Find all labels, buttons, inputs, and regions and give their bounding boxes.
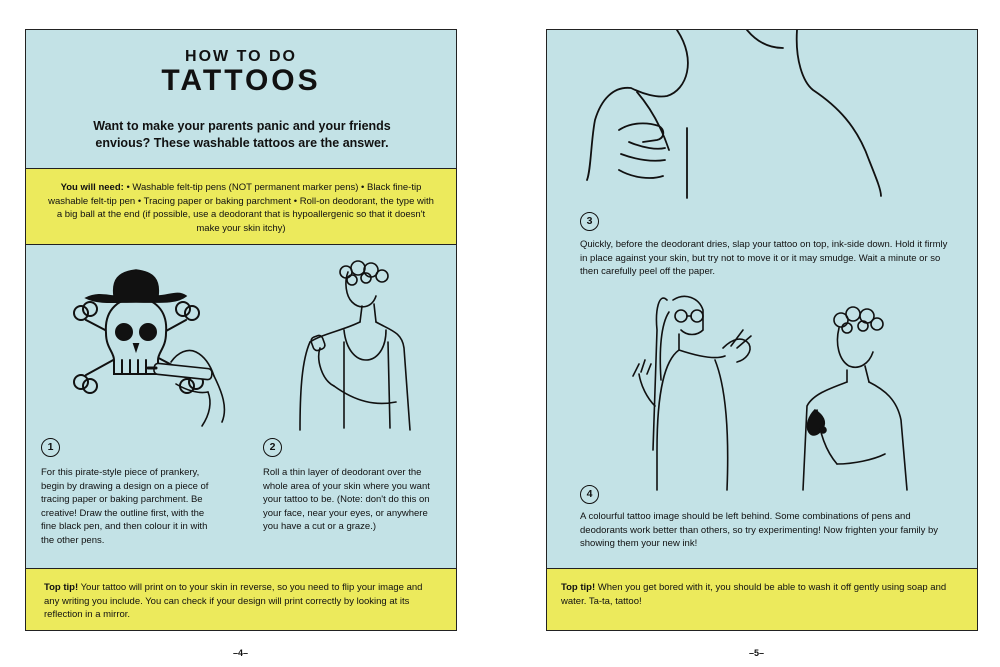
people-reacting-illustration [633,296,907,490]
need-text: • Washable felt-tip pens (NOT permanent marker pens) • Black fine-tip washable felt-tip pen • Tracing paper or baking parchment • Roll-on deodorant, the type with a big ball at the end (if possible, use a deodorant that is hypoallergenic so that it doesn't make your skin itchy) [48,182,434,234]
need-label: You will need: [60,182,124,193]
right-page [546,29,978,631]
step-3-text: Quickly, before the deodorant dries, slap your tattoo on top, ink-side down. Hold it firmly in place against your skin, but try not to move it or it may smudge. Wait a minute or so then carefully peel off the paper. [580,239,948,277]
title-small: HOW TO DO [185,48,297,65]
page-number-left: –4– [233,648,249,658]
intro-text: Want to make your parents panic and your friends envious? These washable tattoos are the answer. [93,119,391,150]
page-title: TATTOOS [161,64,321,97]
top-tip-box [26,568,456,631]
step-4-badge: 4 [580,485,599,504]
top-tip-box-right [547,568,977,631]
top-tip-text: Your tattoo will print on to your skin in reverse, so you need to flip your image and any writing you include. You can check if your design will print correctly by looking at its reflection in a mirror. [44,582,423,620]
top-tip-text-right: When you get bored with it, you should be able to wash it off gently using soap and water. Ta-ta, tattoo! [561,582,947,607]
step-1-text: For this pirate-style piece of prankery, begin by drawing a design on a piece of tracing paper or baking parchment. Be creative! Draw the outline first, with the fine black pen, and then colour it in with the other pens. [41,467,209,546]
step-4-text: A colourful tattoo image should be left behind. Some combinations of pens and deodorants work better than others, so try experimenting! Now frighten your family by showing them your new ink! [580,511,939,549]
skull-crossbones-illustration [74,298,203,393]
step-1-badge: 1 [41,438,60,457]
person-applying-deodorant-illustration [300,261,410,430]
shoulder-closeup-illustration [587,30,881,198]
step-2-badge: 2 [263,438,282,457]
page-number-right: –5– [749,648,765,658]
pirate-hat-illustration [86,270,186,302]
top-tip-label-right: Top tip! [561,582,596,593]
hand-with-pen-illustration [148,350,224,426]
top-tip-label: Top tip! [44,582,79,593]
step-2-text: Roll a thin layer of deodorant over the whole area of your skin where you want your tattoo to be. (Note: don't do this on your face, near your eyes, or anywhere you have a cut or a graze.) [263,467,430,532]
left-page [25,29,457,631]
step-3-badge: 3 [580,212,599,231]
